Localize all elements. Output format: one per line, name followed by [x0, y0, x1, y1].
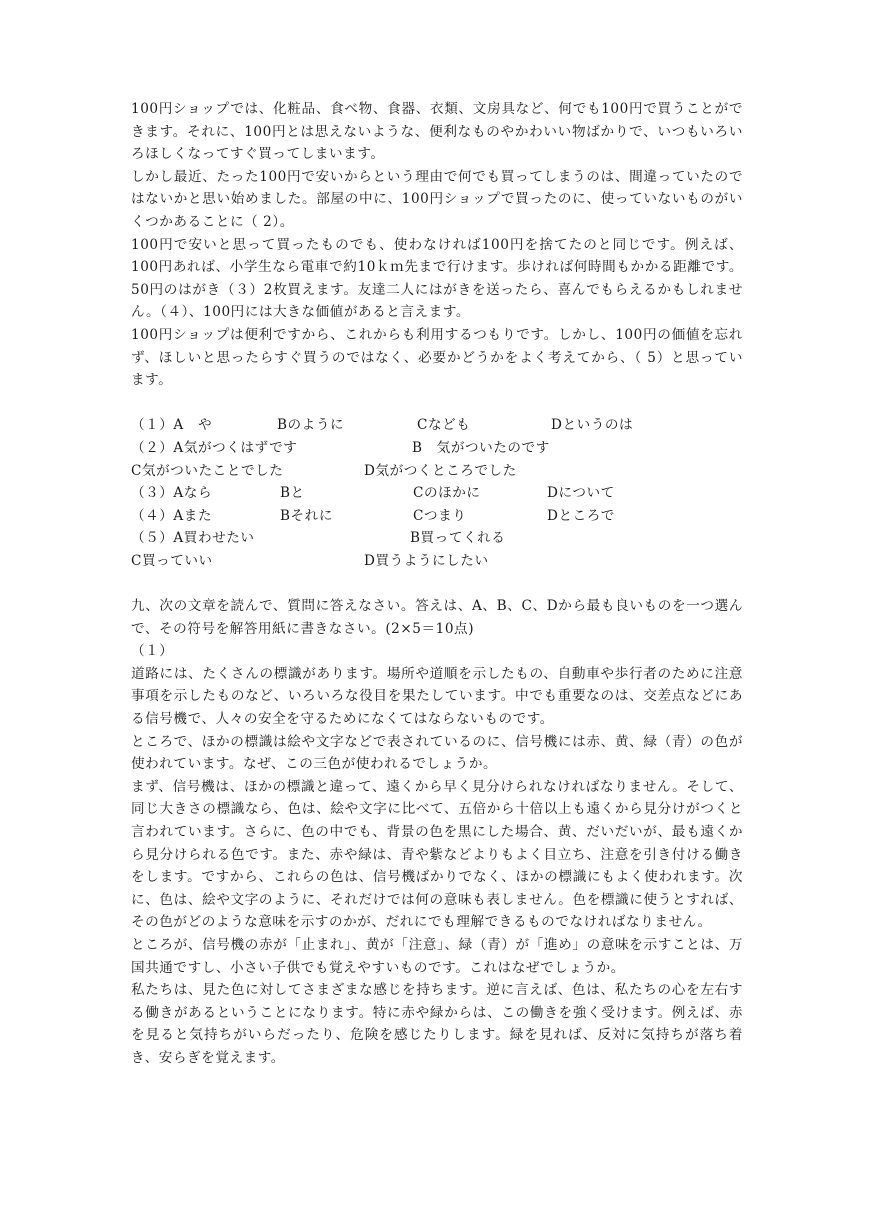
option-c: Cつまり	[413, 507, 467, 524]
reading-paragraph: 私たちは、見た色に対してさまざまな感じを持ちます。逆に言えば、色は、私たちの心を左右する働きがあるということになります。特に赤や緑からは、この働きを強く受けます。例えば、赤を見ると気持ちがいらだったり、危険を感じたりします。緑を見れば、反対に気持ちが落ち着き、安らぎを覚えます。	[131, 982, 743, 1066]
option-c: C買っていい	[131, 552, 213, 569]
option-b: B 気がついたのです	[412, 439, 550, 456]
option-d: D気がつくところでした	[364, 462, 517, 479]
option-d: Dについて	[547, 485, 615, 502]
question-5-options	[131, 527, 743, 550]
option-c: C気がついたことでした	[131, 462, 284, 479]
document-page	[131, 98, 743, 1070]
option-a: （１）A や	[131, 417, 213, 434]
option-b: Bのように	[277, 417, 345, 434]
option-a: （２）A気がつくはずです	[131, 439, 298, 456]
option-b: Bそれに	[280, 507, 333, 524]
reading-paragraph: 道路には、たくさんの標識があります。場所や道順を示したもの、自動車や歩行者のために注意事項を示したものなど、いろいろな役目を果たしています。中でも重要なのは、交差点などにある信号機で、人々の安全を守るためになくてはならないものです。	[131, 665, 743, 728]
question-4-options	[131, 505, 743, 528]
passage-paragraph: 100円ショップは便利ですから、これからも利用するつもりです。しかし、100円の価値を忘れず、ほしいと思ったらすぐ買うのではなく、必要かどうかをよく考えてから、（ 5）と思っています。	[131, 326, 743, 389]
question-3-options	[131, 482, 743, 505]
passage-paragraph: しかし最近、たった100円で安いからという理由で何でも買ってしまうのは、間違っていたのではないかと思い始めました。部屋の中に、100円ショップで買ったのに、使っていないものがいくつかあることに（ 2）。	[131, 168, 743, 230]
question-2-options	[131, 437, 743, 460]
passage-paragraph: 100円ショップでは、化粧品、食べ物、食器、衣類、文房具など、何でも100円で買うことができます。それに、100円とは思えないような、便利なものやかわいい物ばかりで、いつもいろいろほしくなってすぐ買ってしまいます。	[131, 101, 743, 163]
option-d: Dところで	[547, 507, 615, 524]
option-c: Cのほかに	[413, 485, 481, 502]
option-b: Bと	[280, 485, 305, 502]
option-c: Cなども	[417, 417, 471, 434]
passage-paragraph: 100円で安いと思って買ったものでも、使わなければ100円を捨てたのと同じです。例えば、100円あれば、小学生なら電車で約10ｋｍ先まで行けます。歩ければ何時間もかかる距離です。50円のはがき（３）2枚買えます。友達二人にはがきを送ったら、喜んでもらえるかもしれません。（４）、100円には大きな価値があると言えます。	[131, 236, 743, 321]
reading-paragraph: ところで、ほかの標識は絵や文字などで表されているのに、信号機には赤、黄、緑（青）の色が使われています。なぜ、この三色が使われるでしょうか。	[131, 733, 743, 773]
option-a: （５）A買わせたい	[131, 530, 255, 547]
question-5-options-cont	[131, 550, 743, 573]
question-1-options	[131, 414, 743, 437]
option-d: D買うようにしたい	[364, 552, 489, 569]
option-a: （３）Aなら	[131, 485, 213, 502]
option-b: B買ってくれる	[410, 530, 506, 547]
reading-paragraph: ところが、信号機の赤が「止まれ」、黄が「注意」、緑（青）が「進め」の意味を示すことは、万国共通ですし、小さい子供でも覚えやすいものです。これはなぜでしょうか。	[131, 936, 743, 976]
option-a: （４）Aまた	[131, 507, 213, 524]
question-number: （１）	[131, 643, 174, 660]
reading-paragraph: まず、信号機は、ほかの標識と違って、遠くから早く見分けられなければなりません。そして、同じ大きさの標識なら、色は、絵や文字に比べて、五倍から十倍以上も遠くから見分けがつくと言われています。さらに、色の中でも、背景の色を黒にした場合、黄、だいだいが、最も遠くから見分けられる色です。また、赤や緑は、青や紫などよりもよく目立ち、注意を引き付ける働きをします。ですから、これらの色は、信号機ばかりでなく、ほかの標識にもよく使われます。次に、色は、絵や文字のように、それだけでは何の意味も表しません。色を標識に使うとすれば、その色がどのような意味を示すのかが、だれにでも理解できるものでなければなりません。	[131, 778, 743, 931]
option-d: Dというのは	[551, 417, 634, 434]
question-2-options-cont	[131, 460, 743, 483]
section-instruction: 九、次の文章を読んで、質問に答えなさい。答えは、A、B、C、Dから最も良いものを一つ選んで、その符号を解答用紙に書きなさい。(2×5＝10点)	[131, 598, 743, 637]
